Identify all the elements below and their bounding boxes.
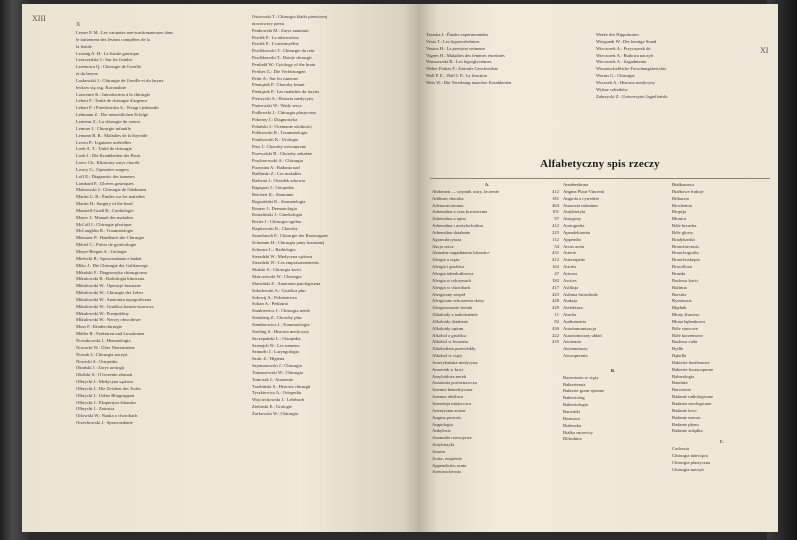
index-entry: Szymanowski J.: Chirurgia — [252, 363, 302, 369]
index-entry: Martin G. B.: Études sur les maladies — [76, 194, 145, 200]
subject-entry: Bakterie kwasooporne — [672, 366, 714, 372]
index-entry: Przewalski B.: Choroby zakaźne — [252, 150, 312, 156]
index-entry: Polański J.: Ocenianie zdolności — [252, 123, 312, 129]
page-reference: 82 — [554, 318, 559, 324]
index-entry: Puzynina A.: Badania nad — [252, 164, 300, 170]
subject-entry: Alergia a ciąża — [432, 257, 460, 263]
index-entry: Leszczyński J.: Sur les fistules — [76, 57, 133, 63]
index-entry: Wall P. E., Wall J. P.: La fonction — [426, 73, 487, 79]
index-entry: McLaughlin R.: Traumatologie — [76, 228, 134, 234]
right-page-number: XI — [760, 46, 769, 55]
subject-entry: Barwniki — [563, 409, 581, 414]
subject-entry: Alkohol w leczeniu — [432, 339, 468, 345]
page-reference: 464 — [552, 202, 559, 208]
index-entry: Tomaszewski W.: Chirurgia — [252, 369, 304, 375]
subject-entry: Badanie radiologiczne — [672, 394, 714, 400]
subject-entry: Badanie krwi — [672, 407, 697, 413]
subject-entry: Awitaminozy — [563, 346, 588, 352]
subject-entry: Antybiotyki — [563, 209, 586, 215]
index-entry: Warszawski R.: Les hypoglycémies — [426, 59, 492, 65]
index-entry: Okólski S.: O leczeniu złamań — [76, 372, 133, 378]
subject-entry: Arcus aorta — [563, 243, 585, 249]
index-entry: Rogoziński K.: Stomatologia — [252, 198, 306, 204]
index-entry: Lebert F. i Przedwirska A.: Wstęp i jednostki — [76, 105, 159, 111]
subject-entry: Alkohol a gruźlica — [432, 332, 467, 338]
index-entry: Lezenowa Q.: Chirurgie de l'oreille — [76, 64, 141, 70]
page-reference: 47 — [554, 270, 559, 276]
index-entry: Laskowski J.: Chirurgie de l'oreille et du larynx — [76, 77, 164, 83]
index-entry: Sieradzki W.: Les empoisonnements — [252, 260, 319, 266]
subject-entry: Alergia tuberkulinowa — [432, 270, 474, 276]
subject-entry: Bakterie gram-ujemne — [563, 388, 605, 394]
subject-entry: Brucelloza — [672, 264, 692, 270]
index-entry: Wojciechowski J.: Lehrbuch — [252, 397, 305, 403]
subject-entry: Alkaloidy a nadciśnienie — [432, 312, 478, 318]
subject-entry: Bakteriologia — [563, 402, 589, 408]
index-entry: Perthes G.: Die Verletzungen — [252, 68, 306, 74]
index-entry: Radlinski Z.: Les maladies — [252, 171, 302, 177]
index-entry: Orlowski W.: Nauka o chorobach — [76, 413, 138, 419]
subject-entry: Adrenalina działanie — [432, 229, 471, 235]
index-entry: Szczepański L.: Ortopedia — [252, 335, 301, 341]
index-entry: McCall J.: Chirurgie plastique — [76, 221, 132, 227]
subject-entry: Bakterie beztlenowe — [672, 359, 710, 365]
subject-entry: Anemia hemolityczna — [432, 387, 473, 393]
index-entry: Sławiński Z.: Anatomia patologiczna — [252, 280, 321, 286]
index-entry: Lesser P. M.: Les variantes non-trachomateuses dans — [76, 30, 173, 35]
subject-entry: Artritis — [563, 264, 577, 270]
subject-entry: Ankylosis — [432, 428, 451, 434]
index-entry: Pieniążek P.: Choroby krtani — [252, 82, 305, 88]
subject-entry: Amyloidoza nerek — [432, 373, 467, 379]
subject-entry: Budowa ciała — [672, 339, 698, 345]
subject-entry: Bandaże — [672, 380, 688, 386]
subject-entry: Badania serologiczne — [672, 401, 712, 406]
subject-entry: Cachexia — [672, 446, 690, 452]
index-entry: Weber Parkes F.: Zentrale Geschwülste — [426, 66, 499, 72]
section-heading-c: C. — [719, 439, 725, 445]
subject-entry: Białka surowicy — [563, 429, 593, 435]
index-entry: Mielecki B.: Sprawozdanie z badań — [76, 255, 142, 261]
subject-entry: Akcja serca — [432, 243, 454, 249]
subject-entry: Apendektomia — [563, 229, 591, 235]
subject-entry: Appendix — [563, 236, 582, 242]
subject-entry: Błona bębenkowa — [672, 318, 706, 324]
subject-entry: Agranulocytoza — [432, 236, 462, 242]
page-reference: 435 — [552, 339, 559, 345]
subject-entry: Amoniak w krwi — [432, 366, 464, 372]
page-reference: 423 — [552, 291, 559, 297]
index-entry: Mikulowski W.: Gruźlica kostno-stawowa — [76, 303, 154, 309]
index-column-c — [672, 182, 772, 473]
subject-entry: Amerykańska medycyna — [432, 359, 478, 365]
subject-entry: Adrenalina a czas krwawienia — [432, 209, 488, 215]
subject-entry: Antygeny — [563, 216, 582, 222]
index-entry: et du larynx — [76, 71, 98, 77]
subject-entry: Addison choroba — [432, 195, 464, 201]
subject-entry: Chirurgia dziecięca — [672, 452, 708, 458]
subject-entry: Aorta, zwężenie — [432, 455, 462, 461]
index-entry: Orzechowski J.: Sprawozdanie — [76, 420, 133, 426]
subject-entry: Byssinosis — [672, 298, 692, 304]
index-entry: Sokołowski A.: Gruźlica płuc — [252, 287, 307, 293]
subject-entry: Biochemia — [672, 202, 692, 208]
subject-entry: Bóle brzucha — [672, 223, 697, 229]
left-page-number: XIII — [32, 14, 46, 23]
index-entry: Rapaport J.: Ortopedia — [252, 185, 294, 191]
index-entry: Olbrycht J.: Ueber Blutgruppen — [76, 392, 135, 398]
index-entry: Trzaska J.: Études expérimentales — [426, 32, 489, 37]
subject-entry: Adrenalina i acetylocholina — [432, 223, 483, 229]
subject-entry: Badanie moczu — [672, 414, 701, 420]
subject-entry: Angina pectoris — [432, 414, 462, 420]
index-entry: Loeb A. T.: Traité de chirurgie — [76, 146, 132, 152]
index-entry: Mikulowski W.: Anatomia topograficzna — [76, 296, 152, 302]
index-entry: Prus J.: Choroby wewnętrzne — [252, 144, 307, 150]
index-entry: Zielinski E.: Urologie — [252, 404, 293, 410]
subject-entry: Atrofia — [563, 312, 577, 318]
subject-entry: Ataksja — [563, 298, 578, 304]
subject-entry: Azoospermia — [563, 353, 588, 359]
index-entry: Moss F.: Kinderchirurgie — [76, 324, 123, 330]
index-entry: nowotwory piersi — [252, 20, 285, 26]
index-entry: Mériel C.: Précis de gynécologie — [76, 242, 137, 248]
index-entry: le traitement des lésions complètes de la — [76, 36, 150, 42]
index-entry: Polikowski R.: Traumatologia — [252, 130, 308, 136]
subject-entry: Bronchiectasis — [672, 243, 700, 249]
subject-entry: Angiologia — [432, 421, 453, 427]
subject-entry: Appendicitis acuta — [432, 462, 467, 468]
index-entry: Ponikowski K.: Urologia — [252, 137, 299, 143]
subject-entry: Alergia w chorobach — [432, 284, 471, 290]
index-entry: Pietrzycki A.: Historia medycyny — [252, 96, 314, 102]
index-entry: Radwan J.: Ośrodek zdrowia — [252, 178, 306, 184]
subject-entry: Bakteriemia — [563, 381, 586, 387]
index-entry: Trzebiński S.: Historia chirurgii — [252, 383, 311, 389]
index-entry: Pawlikowski T.: Chirurgie du rein — [252, 48, 315, 54]
subject-entry: Bóle korzeniowe — [672, 332, 704, 338]
subject-entry: Asfiksja — [563, 284, 579, 290]
index-entry: Rosner J.: Dermatologia — [252, 205, 297, 211]
index-entry: Żurkowski W.: Chirurgia — [252, 410, 298, 416]
index-entry: Wissenschaftliche Forschungsberichte — [596, 66, 667, 72]
index-entry: Nowak J.: Chirurgia naczyń — [76, 351, 128, 357]
subject-entry: Biopsja — [672, 209, 687, 215]
subject-entry: Antybiotyki — [432, 442, 455, 448]
page-reference: 430 — [552, 325, 559, 331]
index-entry: leckow się osg. Koronalnie — [76, 84, 127, 90]
index-entry: Mazatell-Gradl R.: Cardiologie — [76, 207, 134, 213]
index-entry: Przyborowski A.: Chirurgia — [252, 157, 303, 163]
index-entry: Worms G.: Chirurgie — [596, 73, 635, 79]
subject-entry: Błony śluzowe — [672, 312, 700, 318]
page-reference: 54 — [554, 243, 559, 249]
subject-entry: Angiofa a cyrrodrie — [563, 195, 600, 201]
index-entry: Steinberg Z.: Choroby płuc — [252, 315, 303, 321]
index-entry: Pokorny J.: Diagnostyka — [252, 116, 298, 122]
subject-entry: Chirurgia naczyń — [672, 466, 704, 472]
subject-entry: Aneurysma aortae — [432, 407, 466, 413]
index-entry: Pawlikowski T.: Dzieje chirurgii — [252, 55, 312, 61]
subject-entry: Aortografia — [563, 223, 585, 229]
subject-entry: Bezmocz — [563, 415, 581, 421]
subject-entry: Bronchografia — [672, 250, 699, 256]
index-entry: Pettit A.: Sur les tumeurs — [252, 75, 299, 81]
index-entry: Mayer J.: Manuel des maladies — [76, 214, 134, 220]
index-entry: Lemure J.: Chirurgie infantile — [76, 125, 131, 131]
section-heading-b: B. — [610, 367, 616, 373]
index-entry: Olbrycht J.: Ekspertyza lekarska — [76, 399, 136, 405]
index-entry: Okoński J.: Zarys urologii — [76, 365, 125, 371]
subject-entry: Badanie płynu — [672, 421, 699, 427]
subject-entry: Bóle stawowe — [672, 325, 698, 331]
page-reference: 162 — [552, 264, 559, 270]
subject-entry: Bydło — [672, 346, 684, 352]
index-entry: Wykaz członków — [596, 86, 628, 92]
subject-entry: Bóle głowy — [672, 229, 694, 235]
index-entry: Piotrowski W.: Wady serca — [252, 102, 302, 108]
subject-entry: Alkoholizm przewlekły — [432, 346, 476, 352]
index-entry: Olbrycht J.: Zatrucia — [76, 406, 115, 412]
index-entry: Szenajch W.: Les tumeurs — [252, 342, 300, 348]
index-entry: Mikulowski W.: Operacje brzuszne — [76, 283, 141, 289]
index-entry: Pankowski M.: Zarys anatomii — [252, 27, 309, 33]
subject-entry: Autoimmunizacja — [563, 325, 596, 331]
right-top-index-column-2 — [596, 32, 756, 100]
index-entry: Reichert K.: Anatomie — [252, 191, 294, 197]
subject-entry: Błędnik — [672, 305, 687, 311]
index-entry: Sieradzki W.: Medycyna sądowa — [252, 253, 313, 259]
index-entry: la fistule — [76, 43, 92, 49]
page-reference: 222 — [552, 332, 559, 338]
index-entry: Sauerbruch F.: Chirurgie der Brustorgane — [252, 233, 328, 238]
page-reference: 181 — [552, 195, 559, 201]
subject-entry: Bilharzia — [672, 195, 689, 201]
index-entry: Olbrycht J.: Medycyna sądowa — [76, 379, 134, 385]
subject-entry: Anomalie rozwojowe — [432, 435, 472, 441]
index-entry: Nowacki W.: Über Nierensteine — [76, 344, 135, 350]
index-entry: Wrzosek A.: Historia medycyny — [596, 79, 656, 85]
index-title: Alfabetyczny spis rzeczy — [540, 158, 660, 170]
index-entry: Sołowij A.: Położnictwo — [252, 294, 298, 300]
index-entry: Lemann B. R.: Maladies de la thyroïde — [76, 132, 148, 138]
index-entry: Podlewski J.: Chirurgia plastyczna — [252, 109, 316, 115]
subject-entry: Błonica — [672, 216, 687, 222]
subject-entry: Barwienie — [672, 387, 691, 393]
index-entry: Szmurło J.: Laryngologia — [252, 349, 299, 355]
page-reference: 101 — [552, 209, 559, 215]
subject-entry: Alergia i gruźlica — [432, 264, 465, 270]
index-entry: Schramm H.: Chirurgia jamy brzusznej — [252, 239, 325, 245]
subject-entry: Chirurgia plastyczna — [672, 459, 711, 465]
subject-entry: Ascites — [563, 277, 577, 283]
index-entry: Olbrycht J.: Die Zeichen des Todes — [76, 385, 141, 391]
subject-entry: Alkaloidy działanie — [432, 318, 469, 324]
subject-entry: Białkowe frakcje — [672, 188, 704, 194]
subject-entry: Badanie żołądka — [672, 428, 703, 434]
page-reference: 11 — [554, 312, 559, 318]
subject-entry: Angina Plaut-Vincenti — [563, 188, 605, 194]
subject-entry: Asthma bronchiale — [563, 291, 598, 297]
index-entry: Lessing A. H.: La fistule gastrique — [76, 50, 140, 56]
index-entry: Wieczorek A.: Przyczynek do — [596, 45, 651, 51]
subject-entry: Bruzda — [672, 270, 686, 276]
page-reference: 431 — [552, 250, 559, 256]
page-reference: 225 — [552, 229, 559, 235]
index-entry: Soltan A.: Pediatria — [252, 301, 288, 307]
subject-entry: Balneologia — [672, 373, 695, 379]
subject-entry: Anuria — [432, 448, 445, 454]
index-column-b — [563, 182, 663, 443]
index-entry: Vignes H.: Maladies des femmes enceintes — [426, 52, 505, 58]
index-entry: Lemieur Z.: La chirurgie du cancer — [76, 118, 141, 124]
page-reference: 412 — [552, 223, 559, 229]
subject-entry: Bronchoskopia — [672, 257, 700, 263]
page-reference: 429 — [552, 305, 559, 311]
index-entry: Lebert F.: Traité de chirurgie d'urgence — [76, 98, 148, 104]
page-reference: 417 — [552, 284, 559, 290]
left-page — [22, 4, 420, 532]
index-entry: Lawrence K.: Introduction à la chirurgie — [76, 91, 151, 97]
subject-entry: Autonomiczny układ — [563, 332, 602, 338]
subject-entry: Bilirubina — [563, 436, 582, 442]
index-entry: Loew Ch.: Kliniczny zarys chorób — [76, 160, 140, 166]
index-entry: Weis W.: Die Vererbung mancher Krankheiten — [426, 79, 512, 85]
page-reference: 97 — [554, 216, 559, 222]
index-entry: Lehmann Z.: Die neuzeitlichen Erfolge — [76, 112, 149, 118]
subject-entry: Anorexia infantum — [563, 202, 598, 208]
index-entry: Mikulowski W.: Nerwy obwodowe — [76, 317, 141, 323]
subject-entry: Adrenalina a tętno — [432, 216, 466, 222]
index-entry: Skalski S.: Chirurgia kości — [252, 267, 302, 273]
subject-entry: Audiometria — [563, 318, 587, 324]
index-entry: Mikulowski W.: Chirurgie der Leber — [76, 290, 144, 296]
index-entry: Werke des Hippokrates — [596, 32, 639, 37]
index-entry: Zabrzycki Z.: Uniwersytet Jagielloński — [596, 93, 668, 99]
index-entry: Loeb J.: Die Krankheiten der Brust — [76, 153, 141, 159]
index-entry: Sterling S.: Historia medycyny — [252, 328, 309, 334]
index-entry: Ostrowski T.: Chirurgia klatki piersiowej — [252, 14, 328, 19]
subject-entry: Aktualne zagadnienia lekarsko- — [432, 250, 491, 256]
subject-entry: Bradykardia — [672, 236, 695, 242]
right-top-index-column-1 — [426, 32, 586, 87]
index-entry: Schwarz L.: Radiologia — [252, 246, 296, 252]
index-entry: Meissner P.: Handbuch der Chirurgie — [76, 235, 145, 241]
index-entry: Tomczak J.: Anatomie — [252, 376, 294, 382]
subject-entry: Arteriopatie — [563, 257, 586, 263]
index-entry: Martin H.: Surgery of the head — [76, 201, 133, 207]
index-entry: Tyszkiewicz A.: Ortopedia — [252, 390, 302, 396]
subject-entry: Abdomen — czynnik ostry, leczenie — [432, 188, 499, 194]
index-entry: Mikulowski W.: Przepukliny — [76, 310, 129, 316]
index-entry: Müller R.: Frakturen und Luxationen — [76, 331, 145, 337]
index-column-a — [432, 182, 542, 476]
left-index-column-1 — [76, 30, 244, 427]
page-reference: 182 — [552, 277, 559, 283]
index-entry: Penfield W.: Cytology of the brain — [252, 61, 316, 67]
index-entry: Szulc Z.: Higiena — [252, 356, 285, 362]
subject-entry: Budowa kości — [672, 277, 699, 283]
index-entry: Nowakowski J.: Hematologia — [76, 337, 131, 343]
index-entry: Malnowski J.: Chirurgie de l'abdomen — [76, 187, 147, 193]
subject-entry: Bąbelki — [672, 353, 687, 359]
subject-entry: Atelektaza — [563, 305, 583, 311]
subject-entry: Alergiczny zespół — [432, 291, 466, 297]
title-rule — [430, 178, 770, 179]
index-entry: Vesta T.: Les hypercalcémies — [426, 38, 480, 44]
subject-entry: Białkomocz — [672, 182, 695, 187]
index-entry: Nowicki S.: Ortopedia — [76, 358, 118, 364]
subject-entry: Anestezja miejscowa — [432, 401, 471, 406]
subject-entry: Arteriosclerosis — [432, 469, 462, 475]
index-entry: Meyer-Bergen A.: Urologie — [76, 249, 127, 254]
subject-entry: Adenocarcinoma — [432, 202, 464, 208]
index-entry: Rotter J.: Chirurgia ogólna — [252, 219, 302, 225]
index-entry: Stembrowicz J.: Traumatologia — [252, 321, 310, 327]
page-reference: 412 — [552, 257, 559, 263]
page-reference: 412 — [552, 188, 559, 194]
left-column-marker: X — [76, 22, 81, 28]
subject-entry: Anemia złośliwa — [432, 394, 463, 400]
subject-entry: Alkohol w ciąży — [432, 353, 463, 359]
subject-entry: Azotemia — [563, 339, 581, 345]
index-entry: Weygandt W.: Der heutige Stand — [596, 38, 657, 44]
index-entry: Stankiewicz J.: Chirurgia nerek — [252, 308, 310, 314]
section-heading-a: A. — [484, 182, 490, 187]
subject-entry: Alergia w odczynach — [432, 277, 471, 283]
subject-entry: Białaczka — [563, 422, 582, 428]
left-index-column-2 — [252, 14, 412, 418]
subject-entry: Bulimia — [672, 284, 687, 290]
index-entry: Pieniążek P.: Les maladies du larynx — [252, 89, 320, 95]
index-entry: Rostafiński J.: Ginekologia — [252, 212, 303, 218]
subject-entry: Arterie — [563, 250, 577, 256]
subject-entry: Alkaloidy opium — [432, 325, 464, 331]
index-entry: Pawlik F.: La tuberculose — [252, 34, 299, 40]
index-entry: Miko J.: Die Chirurgie der Gallenwege — [76, 262, 148, 268]
page-reference: 428 — [552, 298, 559, 304]
page-reference: 112 — [552, 236, 559, 242]
index-entry: Lombard F.: Ulcères gastriques — [76, 180, 134, 186]
index-column-a-page-numbers — [545, 189, 559, 346]
index-entry: Mikulowski R.: Radiologia kliniczna — [76, 276, 145, 282]
index-entry: Wieczorek A.: Zagadnienia — [596, 59, 647, 65]
index-entry: Loff E.: Diagnostic des tumeurs — [76, 173, 135, 179]
index-entry: Skórczewski W.: Chirurgia — [252, 274, 302, 280]
subject-entry: Bakteriofag — [563, 395, 585, 401]
index-entry: Lowry G.: Operative surgery — [76, 166, 130, 172]
subject-entry: Bursitis — [672, 291, 687, 297]
index-entry: Mikulski F.: Diagnostyka chirurgiczna — [76, 269, 147, 275]
subject-entry: Anatomia porównawcza — [432, 380, 477, 386]
subject-entry: Alergizowanie świnki — [432, 305, 473, 311]
index-entry: Rzętkowski K.: Choroby — [252, 226, 298, 232]
subject-entry: Alergiczne schorzenia skóry — [432, 298, 485, 304]
index-entry: Lewin P.: Ligatures artérielles — [76, 139, 132, 145]
subject-entry: Artroza — [563, 270, 578, 276]
index-entry: Vassos H.: La pression veineuse — [426, 45, 486, 51]
subject-entry: Anodendrona — [563, 182, 589, 187]
index-entry: Pawlik F.: L'ostéomyélite — [252, 41, 299, 47]
index-entry: Wieczorek A.: Budowa naczyń — [596, 52, 653, 58]
subject-entry: Bacteriuria w ciąży — [563, 374, 599, 380]
